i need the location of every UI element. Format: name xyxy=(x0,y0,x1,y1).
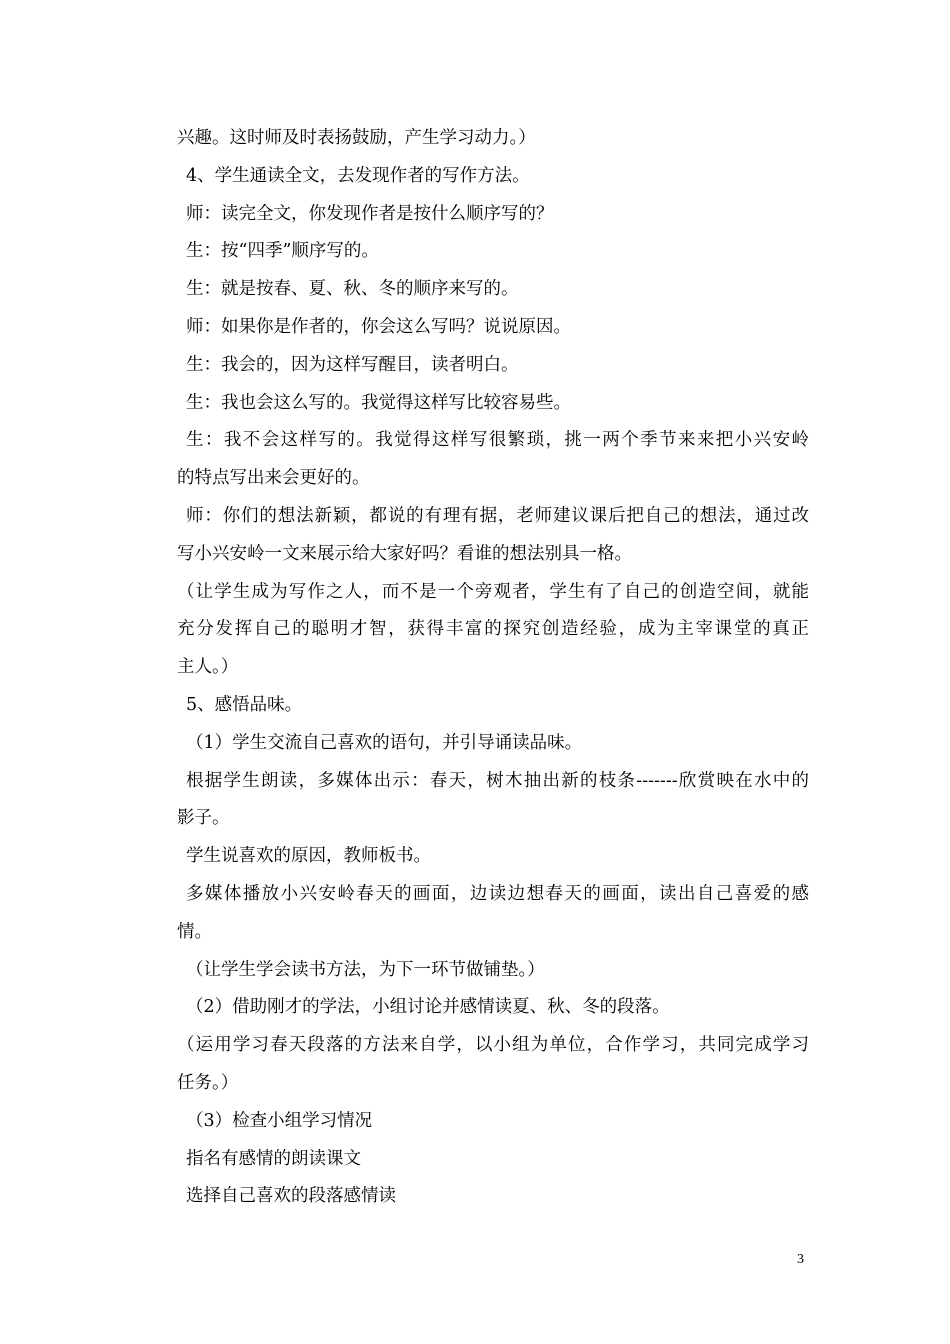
text-line-5: 生：就是按春、夏、秋、冬的顺序来写的。 xyxy=(186,279,519,300)
text-line-21: 多媒体播放小兴安岭春天的画面，边读边想春天的画面，读出自己喜爱的感 xyxy=(186,883,809,904)
text-line-9: 生：我不会这样写的。我觉得这样写很繁琐，挑一两个季节来来把小兴安岭 xyxy=(186,430,809,451)
text-line-8: 生：我也会这么写的。我觉得这样写比较容易些。 xyxy=(186,392,571,413)
text-line-27: （3）检查小组学习情况 xyxy=(186,1110,373,1131)
text-line-17: （1）学生交流自己喜欢的语句，并引导诵读品味。 xyxy=(186,732,583,753)
text-line-12: 写小兴安岭一文来展示给大家好吗？看谁的想法别具一格。 xyxy=(177,543,632,564)
text-line-13: （让学生成为写作之人，而不是一个旁观者，学生有了自己的创造空间，就能 xyxy=(177,581,809,602)
page-number: 3 xyxy=(797,1252,804,1267)
text-line-10: 的特点写出来会更好的。 xyxy=(177,468,370,489)
text-line-22: 情。 xyxy=(177,921,212,942)
text-line-4: 生：按“四季”顺序写的。 xyxy=(186,241,379,262)
text-line-24: （2）借助刚才的学法，小组讨论并感情读夏、秋、冬的段落。 xyxy=(186,997,670,1018)
text-line-11: 师：你们的想法新颖，都说的有理有据，老师建议课后把自己的想法，通过改 xyxy=(186,505,809,526)
text-line-23: （让学生学会读书方法，为下一环节做铺垫。） xyxy=(186,959,545,980)
text-line-7: 生：我会的，因为这样写醒目，读者明白。 xyxy=(186,354,519,375)
text-line-14: 充分发挥自己的聪明才智，获得丰富的探究创造经验，成为主宰课堂的真正 xyxy=(177,619,809,640)
text-line-15: 主人。） xyxy=(177,657,239,678)
text-line-3: 师：读完全文，你发现作者是按什么顺序写的？ xyxy=(186,203,554,224)
text-line-16: 5、感悟品味。 xyxy=(186,694,303,715)
text-line-19: 影子。 xyxy=(177,808,230,829)
body-text xyxy=(177,120,809,1216)
text-line-29: 选择自己喜欢的段落感情读 xyxy=(186,1186,396,1207)
text-line-25: （运用学习春天段落的方法来自学，以小组为单位，合作学习，共同完成学习 xyxy=(177,1035,809,1056)
text-line-2: 4、学生通读全文，去发现作者的写作方法。 xyxy=(186,165,530,186)
text-line-1: 兴趣。这时师及时表扬鼓励，产生学习动力。） xyxy=(177,128,536,148)
text-line-26: 任务。） xyxy=(177,1072,239,1093)
text-line-20: 学生说喜欢的原因，教师板书。 xyxy=(186,846,431,867)
text-line-18: 根据学生朗读，多媒体出示：春天，树木抽出新的枝条-------欣赏映在水中的 xyxy=(186,770,809,791)
text-line-6: 师：如果你是作者的，你会这么写吗？说说原因。 xyxy=(186,316,571,337)
text-line-28: 指名有感情的朗读课文 xyxy=(186,1148,361,1169)
